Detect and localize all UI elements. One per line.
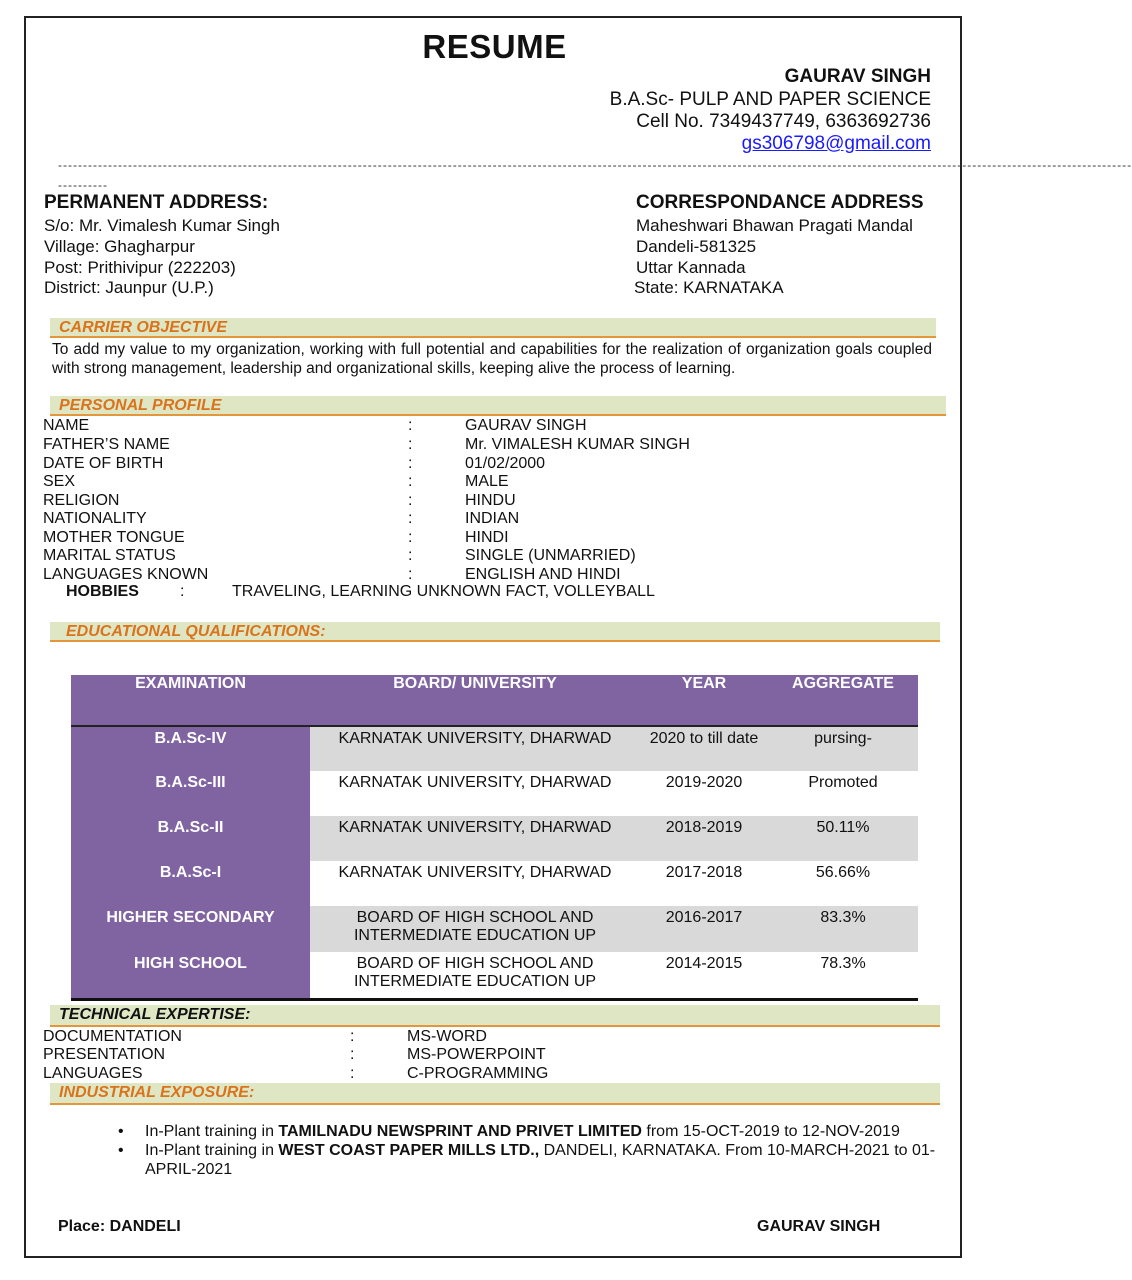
profile-colon: : [408,436,413,453]
technical-heading: TECHNICAL EXPERTISE: [59,1006,251,1023]
training-details: from 15-OCT-2019 to 12-NOV-2019 [641,1123,900,1140]
table-row [71,726,918,771]
board-cell [310,952,640,999]
year-cell: 2014-2015 [640,952,768,999]
correspondance-address-line: Uttar Kannada [636,258,746,277]
technical-key: DOCUMENTATION [43,1028,182,1045]
technical-key: LANGUAGES [43,1065,143,1082]
profile-value: SINGLE (UNMARRIED) [465,547,636,564]
header-name: GAURAV SINGH [784,66,931,87]
exam-cell: B.A.Sc-I [71,861,310,906]
training-company: TAMILNADU NEWSPRINT AND PRIVET LIMITED [278,1123,642,1140]
profile-value: INDIAN [465,510,520,527]
profile-value: HINDU [465,492,516,509]
profile-value: ENGLISH AND HINDI [465,566,621,583]
board-cell [310,906,640,952]
board-cell [310,861,640,906]
profile-value: GAURAV SINGH [465,417,587,434]
profile-value: 01/02/2000 [465,455,546,472]
profile-colon: : [408,566,413,583]
board-line: BOARD OF HIGH SCHOOL AND [356,955,594,972]
profile-value: MALE [465,473,509,490]
table-row [71,906,918,952]
column-header-examination: EXAMINATION [71,675,310,726]
education-heading: EDUCATIONAL QUALIFICATIONS: [66,623,326,640]
aggregate-cell: Promoted [768,771,918,816]
industrial-heading: INDUSTRIAL EXPOSURE: [59,1084,255,1101]
profile-colon: : [408,473,413,490]
aggregate-cell: 78.3% [768,952,918,999]
table-row [71,952,918,999]
technical-key: PRESENTATION [43,1046,166,1063]
correspondance-address-line: Maheshwari Bhawan Pragati Mandal [636,216,913,235]
objective-heading: CARRIER OBJECTIVE [59,319,228,336]
training-company: WEST COAST PAPER MILLS LTD., [278,1142,540,1159]
resume-title: RESUME [422,28,567,65]
technical-value: MS-WORD [407,1028,487,1045]
board-line: KARNATAK UNIVERSITY, DHARWAD [338,730,612,747]
objective-text: To add my value to my organization, working with full potential and capabilities for the realization of organization goals coupled with strong management, leadership and organizational skills, keeping alive the process of learning. [52,341,932,377]
profile-key: LANGUAGES KNOWN [43,566,209,583]
permanent-address-line: S/o: Mr. Vimalesh Kumar Singh [44,216,280,235]
exam-cell: B.A.Sc-IV [71,726,310,771]
profile-colon: : [408,547,413,564]
profile-key: DATE OF BIRTH [43,455,164,472]
separator-line: ----------------------------------------------------------------------------------------------------------------------------------------------------------------------------------------------------------------------- [58,158,1132,172]
separator-line-continued: ---------- [58,178,108,192]
table-row [71,861,918,906]
profile-key: NAME [43,417,90,434]
column-header-aggregate: AGGREGATE [768,675,918,726]
exam-cell: B.A.Sc-III [71,771,310,816]
profile-colon: : [408,492,413,509]
board-cell [310,816,640,861]
exam-cell: HIGH SCHOOL [71,952,310,999]
place-label: Place: DANDELI [58,1218,181,1235]
aggregate-cell: pursing- [768,726,918,771]
technical-colon: : [350,1028,355,1045]
profile-colon: : [408,455,413,472]
hobbies-value: TRAVELING, LEARNING UNKNOWN FACT, VOLLEYBALL [232,583,655,600]
technical-value: MS-POWERPOINT [407,1046,546,1063]
permanent-address-line: Post: Prithivipur (222203) [44,258,236,277]
correspondance-address-line: State: KARNATAKA [634,278,784,297]
training-details: DANDELI, KARNATAKA. From 10-MARCH-2021 to 01-APRIL-2021 [145,1142,936,1178]
year-cell: 2018-2019 [640,816,768,861]
board-cell [310,771,640,816]
table-row [71,771,918,816]
industrial-list [118,1122,960,1179]
permanent-address-line: District: Jaunpur (U.P.) [44,278,214,297]
correspondance-address-line: Dandeli-581325 [636,237,757,256]
aggregate-cell: 50.11% [768,816,918,861]
profile-key: SEX [43,473,76,490]
profile-colon: : [408,510,413,527]
signature-name: GAURAV SINGH [757,1218,881,1235]
technical-value: C-PROGRAMMING [407,1065,549,1082]
profile-key: NATIONALITY [43,510,147,527]
profile-colon: : [408,529,413,546]
permanent-address-line: Village: Ghagharpur [44,237,195,256]
training-prefix: In-Plant training in [145,1142,279,1159]
year-cell: 2020 to till date [640,726,768,771]
hobbies-colon: : [180,583,185,600]
education-table [71,675,918,1001]
education-table-header [71,675,918,726]
profile-key: MOTHER TONGUE [43,529,185,546]
profile-key: RELIGION [43,492,120,509]
profile-colon: : [408,417,413,434]
board-line: KARNATAK UNIVERSITY, DHARWAD [338,774,612,791]
aggregate-cell: 56.66% [768,861,918,906]
profile-value: HINDI [465,529,509,546]
list-item [118,1141,960,1179]
year-cell: 2016-2017 [640,906,768,952]
hobbies-key: HOBBIES [66,583,139,600]
correspondance-address-heading: CORRESPONDANCE ADDRESS [636,192,924,213]
board-cell [310,726,640,771]
header-degree: B.A.Sc- PULP AND PAPER SCIENCE [609,89,931,110]
profile-value: Mr. VIMALESH KUMAR SINGH [465,436,690,453]
bullet-icon: • [118,1123,124,1140]
exam-cell: HIGHER SECONDARY [71,906,310,952]
training-prefix: In-Plant training in [145,1123,279,1140]
board-line: KARNATAK UNIVERSITY, DHARWAD [338,864,612,881]
profile-key: FATHER’S NAME [43,436,170,453]
column-header-board: BOARD/ UNIVERSITY [310,675,640,726]
year-cell: 2019-2020 [640,771,768,816]
header-cell-numbers: Cell No. 7349437749, 6363692736 [636,111,931,132]
board-line: BOARD OF HIGH SCHOOL AND [356,909,594,926]
technical-colon: : [350,1065,355,1082]
board-line: INTERMEDIATE EDUCATION UP [353,973,597,990]
column-header-year: YEAR [640,675,768,726]
exam-cell: B.A.Sc-II [71,816,310,861]
profile-heading: PERSONAL PROFILE [59,397,222,414]
year-cell: 2017-2018 [640,861,768,906]
profile-key: MARITAL STATUS [43,547,176,564]
permanent-address-heading: PERMANENT ADDRESS: [44,192,269,213]
email-link[interactable]: gs306798@gmail.com [741,133,931,154]
table-row [71,816,918,861]
list-item [118,1122,960,1141]
aggregate-cell: 83.3% [768,906,918,952]
board-line: INTERMEDIATE EDUCATION UP [353,927,597,944]
technical-colon: : [350,1046,355,1063]
bullet-icon: • [118,1142,124,1159]
board-line: KARNATAK UNIVERSITY, DHARWAD [338,819,612,836]
